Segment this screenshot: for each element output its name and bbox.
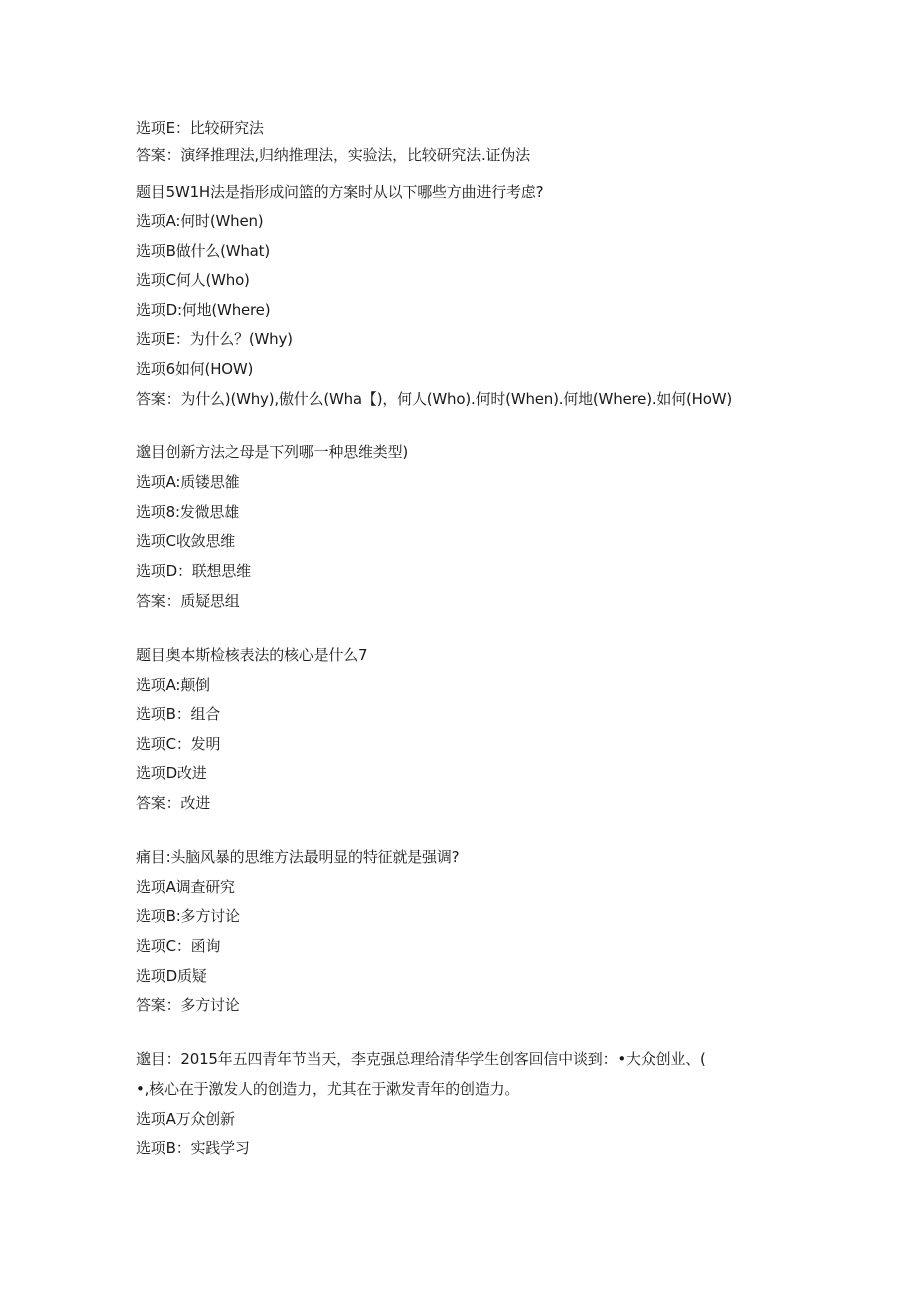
option-text: 选项D：联想思维 bbox=[136, 562, 251, 580]
option-text: 选项E：比较研究法 bbox=[136, 119, 264, 137]
option-text: 选项8:发微思雄 bbox=[136, 503, 239, 521]
option-text: 选项A:何时(When) bbox=[136, 212, 264, 230]
answer-text: 答案：演绎推理法,归纳推理法，实验法，比较研究法.证伪法 bbox=[136, 146, 530, 164]
option-text: 选项D改进 bbox=[136, 764, 207, 782]
answer-text: 答案：多方讨论 bbox=[136, 996, 240, 1014]
question-title: 邈目：2015年五四青年节当天，李克强总理给清华学生创客回信中谈到：•大众创业、( bbox=[136, 1050, 706, 1068]
option-text: 选项E：为什么？(Why) bbox=[136, 330, 293, 348]
option-text: 选项D质疑 bbox=[136, 967, 207, 985]
question-title: 题目5W1H法是指形成问篮的方案时从以下哪些方曲进行考虑? bbox=[136, 183, 544, 201]
answer-text: 答案：改进 bbox=[136, 794, 211, 812]
option-text: 选项A调查研究 bbox=[136, 878, 235, 896]
option-text: 选项C何人(Who) bbox=[136, 271, 250, 289]
option-text: 选项A万众创新 bbox=[136, 1110, 235, 1128]
option-text: 选项A:颠倒 bbox=[136, 676, 210, 694]
question-title: 邈目创新方法之母是下列哪一种思维类型) bbox=[136, 443, 409, 461]
option-text: 选项D:何地(Where) bbox=[136, 301, 271, 319]
option-text: 选项A:质镂思雒 bbox=[136, 473, 240, 491]
option-text: 选项B：实践学习 bbox=[136, 1139, 250, 1157]
option-text: 选项B：组合 bbox=[136, 705, 221, 723]
question-title: 痛目:头脑风暴的思维方法最明显的特征就是强调? bbox=[136, 848, 460, 866]
answer-text: 答案：为什么)(Why),傲什么(Wha【)，何人(Who).何时(When).何地(Where).如何(HoW) bbox=[136, 390, 733, 408]
option-text: 选项B做什么(What) bbox=[136, 242, 271, 260]
option-text: 选项C收敛思维 bbox=[136, 532, 236, 550]
option-text: 选项C：发明 bbox=[136, 735, 221, 753]
answer-text: 答案：质疑思组 bbox=[136, 592, 240, 610]
option-text: 选项B:多方讨论 bbox=[136, 907, 240, 925]
question-title: 题目奥本斯检核表法的核心是什么7 bbox=[136, 646, 368, 664]
question-title-continued: •,核心在于激发人的创造力，尤其在于漱发青年的创造力。 bbox=[136, 1080, 520, 1098]
option-text: 选项6如何(HOW) bbox=[136, 360, 254, 378]
option-text: 选项C：函询 bbox=[136, 937, 221, 955]
